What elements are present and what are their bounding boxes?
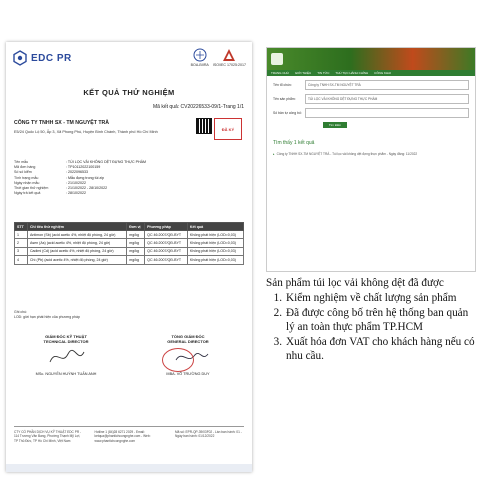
company-seal-icon xyxy=(162,348,194,372)
search-button[interactable]: Tìm kiếm xyxy=(323,122,347,128)
signed-stamp: ĐÃ KÝ xyxy=(214,118,242,140)
report-header xyxy=(12,48,246,72)
site-logo-icon xyxy=(271,53,283,65)
accreditation-badges xyxy=(191,48,246,67)
product-input[interactable]: TÚI LỌC VẢI KHÔNG DỆT ĐỰNG THỰC PHẨM xyxy=(305,94,469,104)
menu-item[interactable]: TRANG CHỦ xyxy=(271,71,289,75)
brand-logo-icon xyxy=(12,50,28,66)
table-row: 3 Cadimi (Cd) (acid acetic 4%, nhiệt độ phòng, 24 giờ) mg/kg QC 46:2007/QĐ-BYT Không phát hiện (LOD=0,03) xyxy=(15,247,244,255)
info-row: Thời gian thử nghiệm : 21/10/2022 - 28/10/2022 xyxy=(14,186,108,191)
info-row: Ngày trả kết quả : 28/10/2022 xyxy=(14,191,86,196)
info-row: Số số kiểm : 2022096533 xyxy=(14,170,88,175)
iso-badge: ISO/IEC 17025:2017 xyxy=(213,48,246,67)
brand xyxy=(12,50,72,66)
results-table xyxy=(14,222,244,265)
organization-input[interactable]: Công ty TNHH SX-TM NGUYỆT TRÀ xyxy=(305,80,469,90)
table-header-row xyxy=(15,223,244,231)
report-notes: Ghi chú: LOD: giới hạn phát hiện của phương pháp xyxy=(14,310,80,319)
col-header: Chỉ tiêu thử nghiệm xyxy=(27,223,126,231)
col-header: Đơn vị xyxy=(127,223,145,231)
report-footer: CTY CỔ PHẦN DỊCH VỤ KỸ THUẬT EDC PR - 114 Trương Văn Bang, Phường Thạnh Mỹ Lợi, TP Thủ Đức, TP Hồ Chí Minh, Việt Nam Hotline 1 (84)28 6271 2029 - Email: ketqua@phantichcongnghe.com - Web: www.phantichcongnghe.com Mã số: EPR-QP-39/03F02 - Lần ban hành: 01 - Ngày ban hành: 01/12/2022 xyxy=(14,426,244,443)
info-row: Ngày nhận mẫu : 21/10/2022 xyxy=(14,180,86,185)
menu-item[interactable]: THỦ TỤC HÀNH CHÍNH xyxy=(335,71,369,75)
brand-name: EDC PR xyxy=(31,52,72,64)
form-row: Tên sản phẩm: TÚI LỌC VẢI KHÔNG DỆT ĐỰNG THỰC PHẨM xyxy=(273,94,469,104)
menu-item[interactable]: TIN TỨC xyxy=(317,71,330,75)
table-row: 2 Asen (As) (acid acetic 4%, nhiệt độ phòng, 24 giờ) mg/kg QC 46:2007/QĐ-BYT Không phát hiện (LOD=0,03) xyxy=(15,239,244,247)
accreditation-icon xyxy=(193,48,207,62)
caption-list xyxy=(266,291,478,364)
list-item: 3. Xuất hóa đơn VAT cho khách hàng nếu có nhu cầu. xyxy=(273,335,475,363)
product-caption xyxy=(266,276,478,364)
info-row: Tình trạng mẫu : Mẫu đựng trong túi zip xyxy=(14,175,104,180)
handwritten-signature-icon xyxy=(20,344,112,370)
report-title: KẾT QUẢ THỬ NGHIỆM xyxy=(83,88,175,97)
menu-item[interactable]: GIỚI THIỆU xyxy=(294,71,312,75)
technical-director-signature: GIÁM ĐỐC KỸ THUẬT TECHNICAL DIRECTOR MSc. NGUYỄN HUỲNH TUẤN ANH xyxy=(20,334,112,376)
result-count: Tìm thấy 1 kết quả xyxy=(273,140,315,146)
list-item: 2. Đã được công bố trên hệ thống ban quản lý an toàn thực phẩm TP.HCM xyxy=(273,306,469,334)
boa-badge: BOA-BIIRA xyxy=(191,48,209,67)
declaration-number-input[interactable] xyxy=(305,108,469,118)
info-row: Mã đơn hàng : TP10112022100159 xyxy=(14,165,101,170)
iso-icon xyxy=(222,48,236,62)
list-item: 1. Kiểm nghiệm về chất lượng sản phẩm xyxy=(273,292,457,304)
col-header: Phương pháp xyxy=(145,223,188,231)
table-row: 1 Antimon (Sb) (acid acetic 4%, nhiệt độ phòng, 24 giờ) mg/kg QC 46:2007/QĐ-BYT Không phát hiện (LOD=0,03) xyxy=(15,231,244,239)
food-safety-website-screenshot xyxy=(266,47,476,272)
form-row: Số bản tự công bố: xyxy=(273,108,469,118)
col-header: STT xyxy=(15,223,28,231)
general-director-signature: TỔNG GIÁM ĐỐC GENERAL DIRECTOR MBA. VÕ TRƯỜNG DUY xyxy=(142,334,234,376)
caption-title: Sản phẩm túi lọc vải không dệt đã được xyxy=(266,277,444,289)
footer-band xyxy=(6,464,252,472)
bullet-icon: ▸ xyxy=(273,152,275,156)
test-report-document xyxy=(6,42,252,472)
menu-item[interactable]: CÔNG KHAI xyxy=(374,71,392,75)
info-row: Tên mẫu : TÚI LỌC VẢI KHÔNG DỆT ĐỰNG THỰC PHẨM xyxy=(14,160,147,164)
company-address: E5/24 Quốc Lộ 50, Ấp 3, Xã Phong Phú, Huyện Bình Chánh, Thành phố Hồ Chí Minh xyxy=(14,130,158,134)
col-header: Kết quả xyxy=(187,223,243,231)
search-form xyxy=(267,76,475,128)
company-name: CÔNG TY TNHH SX - TM NGUYỆT TRÀ xyxy=(14,120,110,126)
qr-code-icon xyxy=(196,118,212,134)
table-row: 4 Chì (Pb) (acid acetic 4%, nhiệt độ phòng, 24 giờ) mg/kg QC 46:2007/QĐ-BYT Không phát hiện (LOD=0,03) xyxy=(15,256,244,264)
sample-info xyxy=(14,160,146,196)
site-banner xyxy=(267,48,475,70)
list-item[interactable]: ▸ Công ty TNHH SX-TM NGUYỆT TRÀ - Túi lọc vải không dệt đựng thực phẩm - Ngày đăng: 11/2022 xyxy=(273,152,418,156)
form-row: Tên tổ chức: Công ty TNHH SX-TM NGUYỆT TRÀ xyxy=(273,80,469,90)
report-number: Mã kết quả: CV20226533-09/1-Trang 1/1 xyxy=(153,104,244,110)
